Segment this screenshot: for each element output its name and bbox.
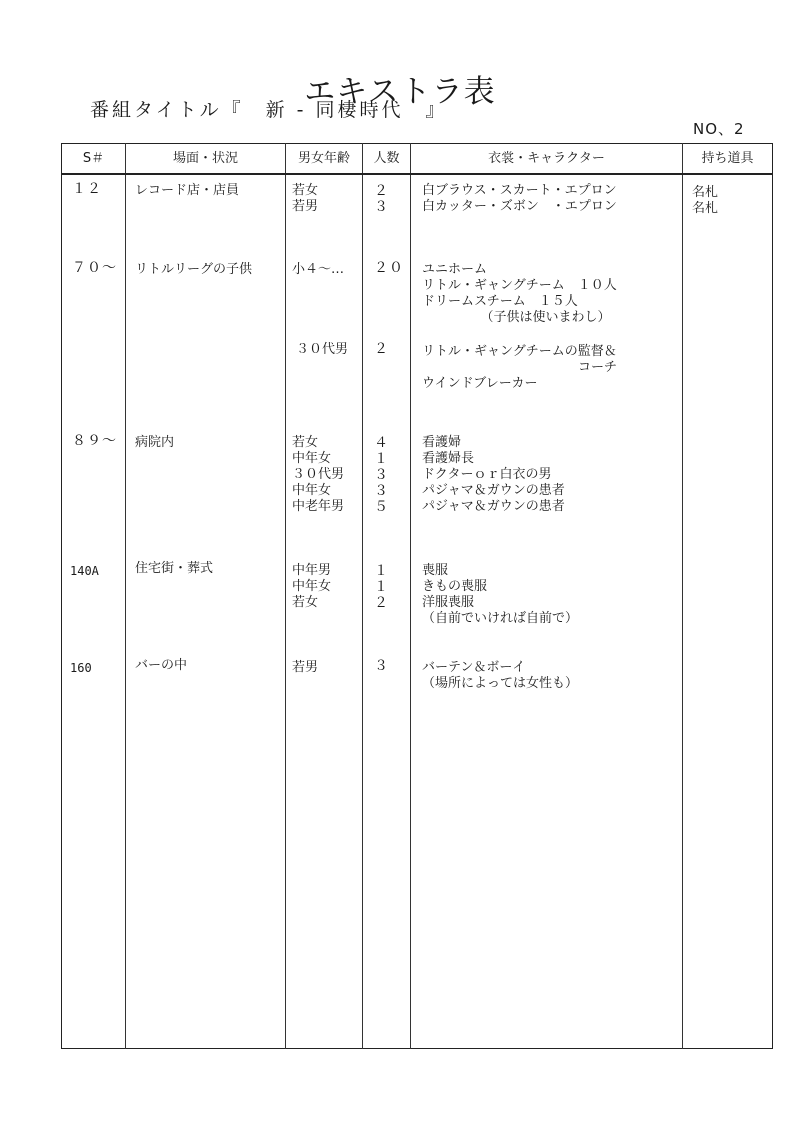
row-costume: ウインドブレーカー — [422, 376, 538, 391]
row-count: １ — [374, 579, 389, 595]
row-count: ３ — [374, 658, 389, 674]
header-situation: 場面・状況 — [172, 151, 238, 166]
row-costume: 洋服喪服 — [422, 595, 475, 610]
row-count: ３ — [374, 483, 389, 499]
row-gender-age: 中年女 — [292, 483, 332, 498]
row-costume: 白ブラウス・スカート・エプロン — [422, 183, 617, 198]
column-divider — [285, 143, 286, 1049]
row-count: ２ — [374, 341, 389, 357]
header-costume: 衣裳・キャラクター — [488, 151, 605, 166]
row-count: ２ — [374, 183, 389, 199]
row-gender-age: 中年女 — [292, 579, 332, 594]
row-count: ４ — [374, 435, 389, 451]
row-situation: バーの中 — [135, 658, 188, 673]
row-count: ５ — [374, 499, 389, 515]
document-title: エキストラ表 — [304, 74, 496, 110]
row-scene: 160 — [70, 661, 92, 675]
column-divider — [410, 143, 411, 1049]
row-costume: 白カッター・ズボン ・エプロン — [422, 199, 617, 214]
header-scene: S＃ — [82, 151, 105, 166]
row-count: ３ — [374, 199, 389, 215]
column-divider — [125, 143, 126, 1049]
row-gender-age: 若女 — [292, 435, 319, 450]
row-gender-age: 若女 — [292, 183, 319, 198]
row-costume: （自前でいければ自前で） — [422, 611, 579, 626]
row-scene: ８９～ — [72, 433, 117, 449]
row-costume: きもの喪服 — [422, 579, 488, 594]
row-situation: リトルリーグの子供 — [135, 262, 253, 277]
row-gender-age: 小４～… — [292, 262, 345, 277]
table-frame — [61, 143, 773, 1049]
row-props: 名札 — [692, 201, 719, 216]
column-divider — [682, 143, 683, 1049]
row-costume: （場所によっては女性も） — [422, 676, 579, 691]
row-count: １ — [374, 451, 389, 467]
row-count: ２０ — [374, 260, 404, 276]
header-gender-age: 男女年齢 — [297, 151, 350, 166]
program-title: 番組タイトル『 新 - 同棲時代 』 — [90, 99, 448, 121]
row-costume: ドリームスチーム １５人 — [422, 294, 578, 309]
row-gender-age: ３０代男 — [292, 467, 345, 482]
row-count: ３ — [374, 467, 389, 483]
header-count: 人数 — [373, 151, 400, 166]
row-situation: 住宅街・葬式 — [135, 561, 214, 576]
row-gender-age: 中年女 — [292, 451, 332, 466]
row-gender-age: 若女 — [292, 595, 319, 610]
row-costume: 看護婦長 — [422, 451, 475, 466]
row-costume: ドクターｏｒ白衣の男 — [422, 467, 552, 482]
row-costume: コーチ — [422, 360, 618, 375]
header-divider — [61, 173, 773, 175]
row-gender-age: ３０代男 — [296, 342, 349, 357]
row-situation: 病院内 — [135, 435, 175, 450]
row-costume: バーテン＆ボーイ — [422, 660, 526, 675]
row-gender-age: 中老年男 — [292, 499, 345, 514]
row-costume: 喪服 — [422, 563, 449, 578]
row-costume: パジャマ＆ガウンの患者 — [422, 483, 565, 498]
row-situation: レコード店・店員 — [135, 183, 240, 198]
row-costume: 看護婦 — [422, 435, 462, 450]
row-props: 名札 — [692, 185, 719, 200]
row-costume: パジャマ＆ガウンの患者 — [422, 499, 565, 514]
row-scene: １２ — [72, 181, 102, 197]
row-gender-age: 若男 — [292, 199, 319, 214]
row-costume: リトル・ギャングチームの監督＆ — [422, 344, 617, 359]
row-count: １ — [374, 563, 389, 579]
row-costume: （子供は使いまわし） — [422, 310, 611, 325]
row-scene: ７０～ — [72, 260, 117, 276]
column-divider — [362, 143, 363, 1049]
row-scene: 140A — [70, 564, 99, 578]
row-gender-age: 若男 — [292, 660, 319, 675]
row-gender-age: 中年男 — [292, 563, 332, 578]
row-costume: リトル・ギャングチーム １０人 — [422, 278, 617, 293]
row-count: ２ — [374, 595, 389, 611]
row-costume: ユニホーム — [422, 262, 488, 277]
page-number: NO、2 — [693, 120, 745, 138]
header-props: 持ち道具 — [701, 151, 754, 166]
